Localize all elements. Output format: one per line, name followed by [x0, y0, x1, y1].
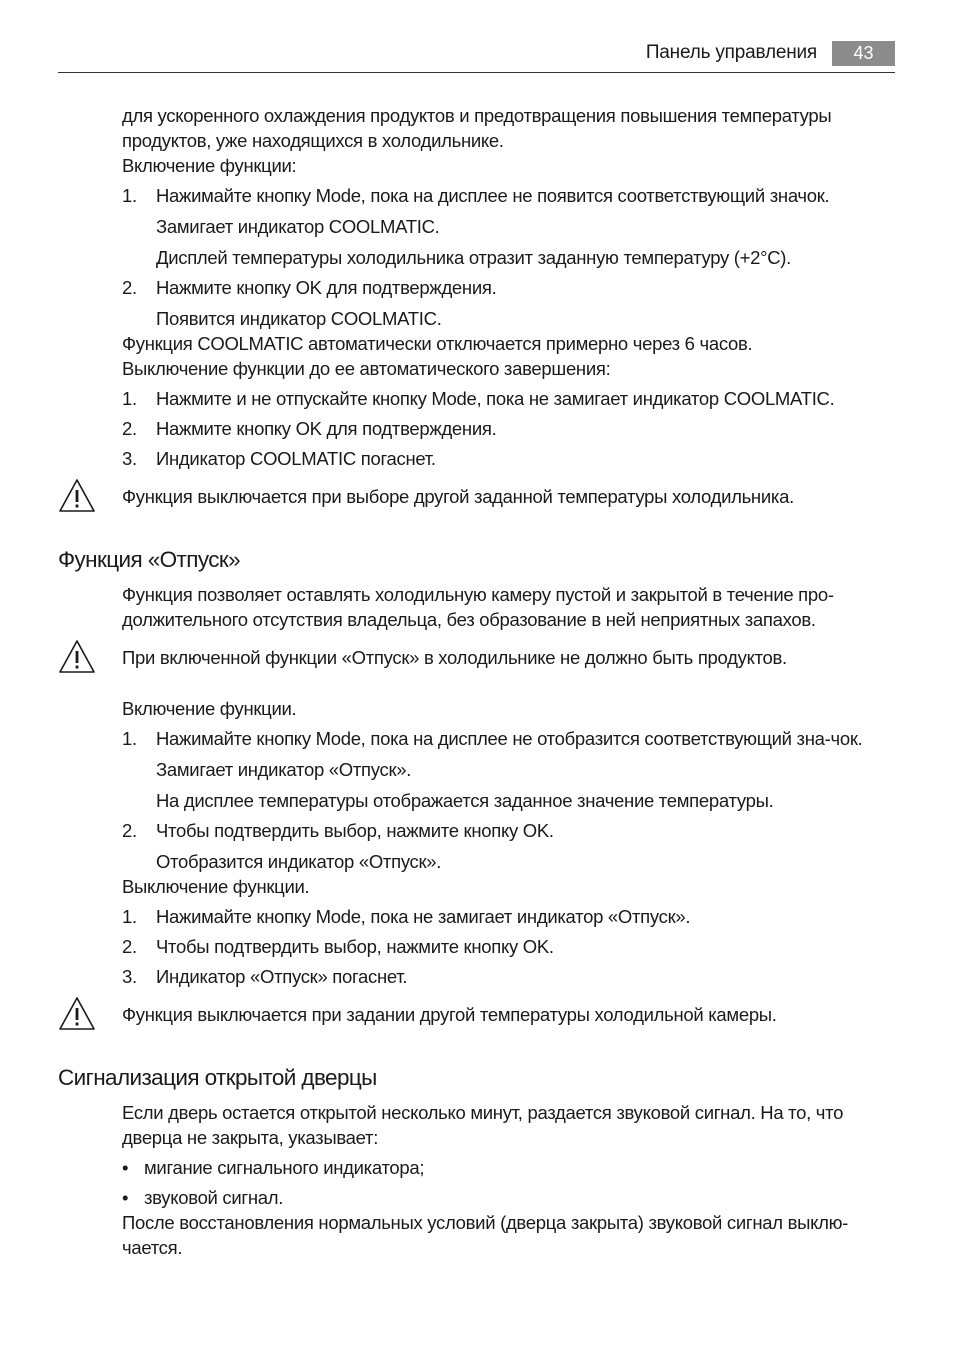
vacation-disable-label: Выключение функции. — [122, 876, 310, 897]
intro-paragraph: для ускоренного охлаждения продуктов и предотвращения повышения температуры продуктов, уже находящихся в холодильнике. — [122, 105, 832, 151]
coolmatic-on-step-2: 2. Нажмите кнопку OK для подтверждения. — [122, 277, 497, 298]
vacation-off-step-3: 3. Индикатор «Отпуск» погаснет. — [122, 966, 408, 987]
door-alarm-closing: После восстановления нормальных условий (дверца закрыта) звуковой сигнал выклю-чается. — [122, 1212, 849, 1258]
disable-label: Выключение функции до ее автоматического завершения: — [122, 358, 611, 379]
coolmatic-on-step-1: 1. Нажимайте кнопку Mode, пока на дисплее не появится соответствующий значок. — [122, 185, 830, 206]
door-alarm-block — [122, 1100, 898, 1260]
vacation-on-step-1-sub-1: Замигает индикатор «Отпуск». — [156, 759, 412, 780]
list-item: • звуковой сигнал. — [122, 1187, 284, 1208]
warning-note-2: При включенной функции «Отпуск» в холодильнике не должно быть продуктов. — [122, 645, 898, 685]
vacation-on-step-1-sub-2: На дисплее температуры отображается заданное значение температуры. — [156, 790, 774, 811]
enable-label: Включение функции: — [122, 155, 297, 176]
coolmatic-on-step-1-sub-2: Дисплей температуры холодильника отразит заданную температуру (+2°C). — [156, 247, 792, 268]
warning-note-3: Функция выключается при задании другой температуры холодильной камеры. — [122, 1002, 898, 1042]
warning-icon — [58, 996, 96, 1031]
coolmatic-block — [122, 103, 898, 524]
page-content — [58, 103, 898, 1260]
vacation-on-step-1: 1. Нажимайте кнопку Mode, пока на дисплее не отобразится соответствующий зна-чок. — [122, 728, 863, 749]
warning-icon — [58, 478, 96, 513]
coolmatic-off-step-3: 3. Индикатор COOLMATIC погаснет. — [122, 448, 436, 469]
door-alarm-description: Если дверь остается открытой несколько минут, раздается звуковой сигнал. На то, что дверца не закрыта, указывает: — [122, 1102, 844, 1148]
vacation-off-step-2: 2. Чтобы подтвердить выбор, нажмите кнопку OK. — [122, 936, 554, 957]
coolmatic-off-step-2: 2. Нажмите кнопку OK для подтверждения. — [122, 418, 497, 439]
vacation-description: Функция позволяет оставлять холодильную камеру пустой и закрытой в течение про-должительного отсутствия владельца, без образование в ней неприятных запахов. — [122, 584, 834, 630]
header-title: Панель управления — [645, 42, 817, 63]
coolmatic-off-step-1: 1. Нажмите и не отпускайте кнопку Mode, пока не замигает индикатор COOLMATIC. — [122, 388, 835, 409]
list-item: • мигание сигнального индикатора; — [122, 1157, 425, 1178]
coolmatic-auto-off: Функция COOLMATIC автоматически отключается примерно через 6 часов. — [122, 333, 753, 354]
vacation-enable-label: Включение функции. — [122, 698, 297, 719]
section-title-door-alarm: Сигнализация открытой дверцы — [58, 1065, 377, 1090]
page-number: 43 — [832, 41, 895, 66]
vacation-block — [122, 582, 898, 1042]
section-title-vacation: Функция «Отпуск» — [58, 547, 241, 572]
coolmatic-on-step-2-sub-1: Появится индикатор COOLMATIC. — [156, 308, 442, 329]
warning-icon — [58, 639, 96, 674]
coolmatic-on-step-1-sub-1: Замигает индикатор COOLMATIC. — [156, 216, 440, 237]
vacation-off-step-1: 1. Нажимайте кнопку Mode, пока не замигает индикатор «Отпуск». — [122, 906, 691, 927]
page-header — [58, 38, 895, 73]
warning-note-1: Функция выключается при выборе другой заданной температуры холодильника. — [122, 484, 898, 524]
vacation-on-step-2-sub-1: Отобразится индикатор «Отпуск». — [156, 851, 442, 872]
vacation-on-step-2: 2. Чтобы подтвердить выбор, нажмите кнопку OK. — [122, 820, 554, 841]
